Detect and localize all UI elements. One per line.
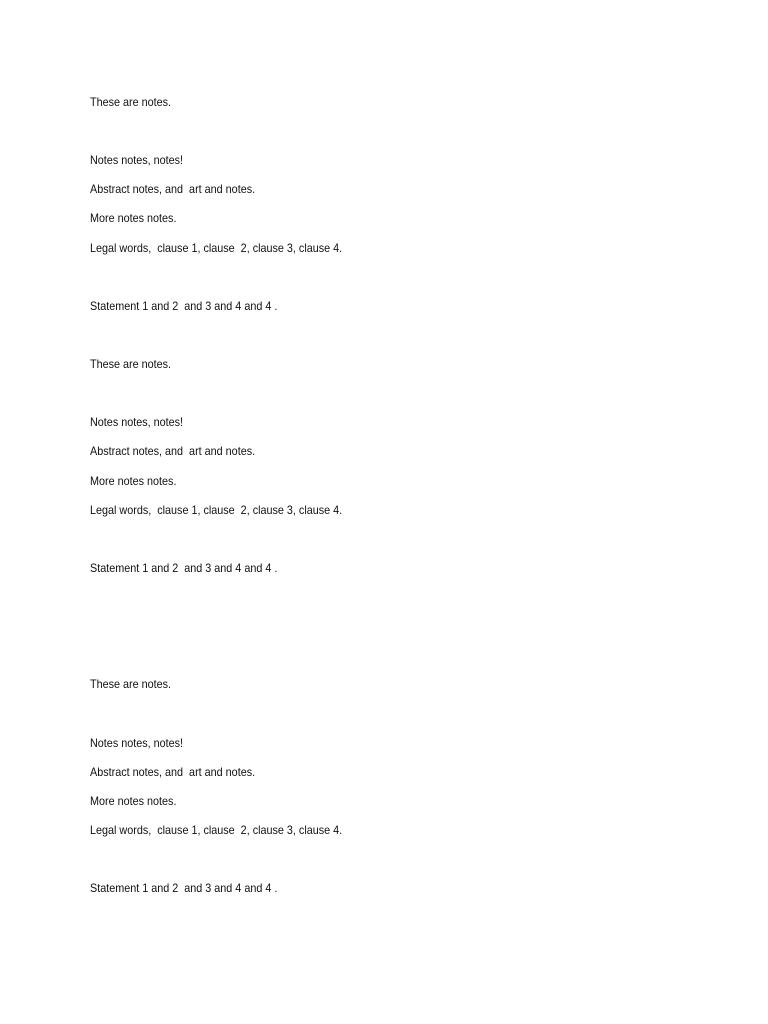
statement-line: Statement 1 and 2 and 3 and 4 and 4 . bbox=[90, 299, 278, 313]
abstract-line: Abstract notes, and art and notes. bbox=[90, 765, 256, 779]
statement-line: Statement 1 and 2 and 3 and 4 and 4 . bbox=[90, 881, 278, 895]
notes-heading: These are notes. bbox=[90, 95, 172, 109]
legal-words-line: Legal words, clause 1, clause 2, clause 3, clause 4. bbox=[90, 241, 343, 255]
statement-line: Statement 1 and 2 and 3 and 4 and 4 . bbox=[90, 561, 278, 575]
legal-words-line: Legal words, clause 1, clause 2, clause 3, clause 4. bbox=[90, 503, 343, 517]
abstract-line: Abstract notes, and art and notes. bbox=[90, 444, 256, 458]
legal-words-line: Legal words, clause 1, clause 2, clause 3, clause 4. bbox=[90, 823, 343, 837]
notes-line: Notes notes, notes! bbox=[90, 153, 184, 167]
notes-line: Notes notes, notes! bbox=[90, 415, 184, 429]
notes-heading: These are notes. bbox=[90, 677, 172, 691]
abstract-line: Abstract notes, and art and notes. bbox=[90, 182, 256, 196]
notes-heading: These are notes. bbox=[90, 357, 172, 371]
more-notes-line: More notes notes. bbox=[90, 794, 177, 808]
more-notes-line: More notes notes. bbox=[90, 474, 177, 488]
notes-line: Notes notes, notes! bbox=[90, 736, 184, 750]
more-notes-line: More notes notes. bbox=[90, 211, 177, 225]
